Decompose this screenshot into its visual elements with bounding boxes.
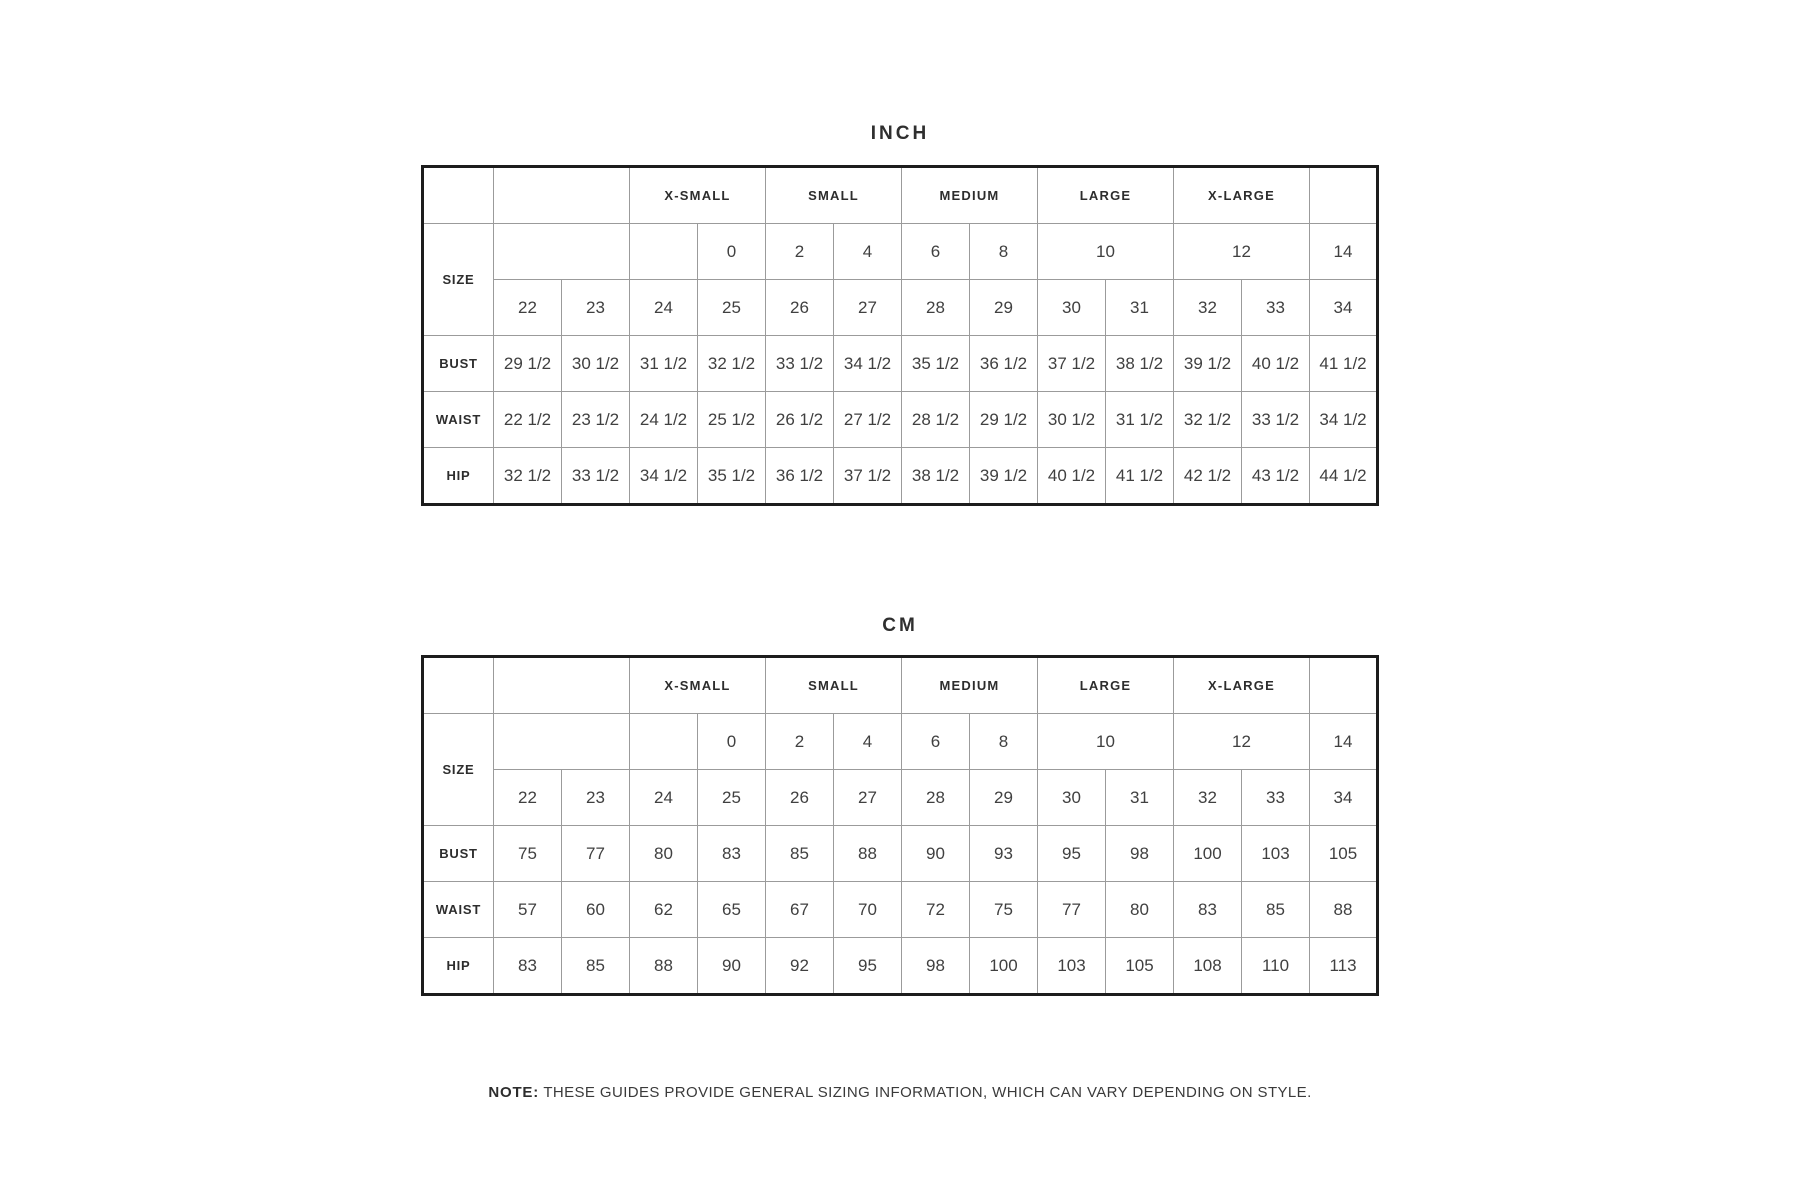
- measurement-cell: 85: [766, 826, 834, 882]
- measurement-cell: 77: [562, 826, 630, 882]
- inch-hip-row: [423, 448, 1378, 505]
- measurement-cell: 33 1/2: [766, 336, 834, 392]
- measurement-cell: 40 1/2: [1242, 336, 1310, 392]
- numeric-size-32: 32: [1174, 770, 1242, 826]
- measurement-cell: 62: [630, 882, 698, 938]
- cm-waist-row: [423, 882, 1378, 938]
- inch-bust-row: [423, 336, 1378, 392]
- measurement-cell: 34 1/2: [630, 448, 698, 505]
- inch-waist-row: [423, 392, 1378, 448]
- numeric-size-28: 28: [902, 280, 970, 336]
- measurement-cell: 30 1/2: [562, 336, 630, 392]
- measurement-cell: 83: [1174, 882, 1242, 938]
- measurement-cell: 38 1/2: [902, 448, 970, 505]
- numeric-size-27: 27: [834, 770, 902, 826]
- bust-row-label: BUST: [423, 826, 494, 882]
- numeric-size-33: 33: [1242, 770, 1310, 826]
- numeric-size-25: 25: [698, 770, 766, 826]
- measurement-cell: 31 1/2: [1106, 392, 1174, 448]
- us-size-12: 12: [1174, 224, 1310, 280]
- measurement-cell: 32 1/2: [494, 448, 562, 505]
- bust-row-label: BUST: [423, 336, 494, 392]
- numeric-size-27: 27: [834, 280, 902, 336]
- hip-row-label: HIP: [423, 938, 494, 995]
- measurement-cell: 90: [698, 938, 766, 995]
- size-group-header-large: LARGE: [1038, 657, 1174, 714]
- us-size-2: 2: [766, 224, 834, 280]
- cm-us-size-row: [423, 714, 1378, 770]
- size-group-header-small: SMALL: [766, 657, 902, 714]
- inch-numeric-size-row: [423, 280, 1378, 336]
- measurement-cell: 83: [698, 826, 766, 882]
- empty-size-cell: [494, 714, 630, 770]
- numeric-size-30: 30: [1038, 280, 1106, 336]
- numeric-size-25: 25: [698, 280, 766, 336]
- numeric-size-22: 22: [494, 770, 562, 826]
- numeric-size-31: 31: [1106, 770, 1174, 826]
- numeric-size-22: 22: [494, 280, 562, 336]
- size-row-label: SIZE: [423, 714, 494, 826]
- measurement-cell: 77: [1038, 882, 1106, 938]
- measurement-cell: 44 1/2: [1310, 448, 1378, 505]
- inch-group-header-row: [423, 167, 1378, 224]
- size-group-header-small: SMALL: [766, 167, 902, 224]
- numeric-size-31: 31: [1106, 280, 1174, 336]
- measurement-cell: 27 1/2: [834, 392, 902, 448]
- measurement-cell: 105: [1106, 938, 1174, 995]
- numeric-size-28: 28: [902, 770, 970, 826]
- measurement-cell: 72: [902, 882, 970, 938]
- measurement-cell: 34 1/2: [1310, 392, 1378, 448]
- measurement-cell: 100: [970, 938, 1038, 995]
- cm-numeric-size-row: [423, 770, 1378, 826]
- measurement-cell: 103: [1038, 938, 1106, 995]
- empty-size-cell: [630, 224, 698, 280]
- numeric-size-34: 34: [1310, 770, 1378, 826]
- size-group-header-x-small: X-SMALL: [630, 167, 766, 224]
- empty-header-cell: [1310, 657, 1378, 714]
- measurement-cell: 37 1/2: [1038, 336, 1106, 392]
- inch-table-title: INCH: [870, 123, 930, 144]
- inch-size-table: [421, 165, 1379, 506]
- measurement-cell: 85: [562, 938, 630, 995]
- measurement-cell: 25 1/2: [698, 392, 766, 448]
- measurement-cell: 29 1/2: [970, 392, 1038, 448]
- measurement-cell: 83: [494, 938, 562, 995]
- measurement-cell: 24 1/2: [630, 392, 698, 448]
- measurement-cell: 110: [1242, 938, 1310, 995]
- us-size-4: 4: [834, 224, 902, 280]
- empty-size-cell: [630, 714, 698, 770]
- measurement-cell: 39 1/2: [970, 448, 1038, 505]
- measurement-cell: 80: [1106, 882, 1174, 938]
- measurement-cell: 98: [902, 938, 970, 995]
- us-size-0: 0: [698, 224, 766, 280]
- us-size-10: 10: [1038, 714, 1174, 770]
- numeric-size-24: 24: [630, 280, 698, 336]
- cm-size-table: [421, 655, 1379, 996]
- measurement-cell: 92: [766, 938, 834, 995]
- size-guide: [421, 0, 1379, 1101]
- measurement-cell: 70: [834, 882, 902, 938]
- us-size-14: 14: [1310, 224, 1378, 280]
- cm-group-header-row: [423, 657, 1378, 714]
- measurement-cell: 88: [1310, 882, 1378, 938]
- measurement-cell: 42 1/2: [1174, 448, 1242, 505]
- measurement-cell: 37 1/2: [834, 448, 902, 505]
- size-group-header-large: LARGE: [1038, 167, 1174, 224]
- measurement-cell: 41 1/2: [1106, 448, 1174, 505]
- waist-row-label: WAIST: [423, 882, 494, 938]
- measurement-cell: 31 1/2: [630, 336, 698, 392]
- measurement-cell: 32 1/2: [1174, 392, 1242, 448]
- measurement-cell: 88: [630, 938, 698, 995]
- numeric-size-26: 26: [766, 280, 834, 336]
- measurement-cell: 100: [1174, 826, 1242, 882]
- measurement-cell: 43 1/2: [1242, 448, 1310, 505]
- measurement-cell: 67: [766, 882, 834, 938]
- us-size-8: 8: [970, 714, 1038, 770]
- measurement-cell: 22 1/2: [494, 392, 562, 448]
- measurement-cell: 34 1/2: [834, 336, 902, 392]
- measurement-cell: 75: [970, 882, 1038, 938]
- cm-hip-row: [423, 938, 1378, 995]
- size-group-header-x-large: X-LARGE: [1174, 167, 1310, 224]
- inch-us-size-row: [423, 224, 1378, 280]
- numeric-size-26: 26: [766, 770, 834, 826]
- numeric-size-29: 29: [970, 280, 1038, 336]
- us-size-6: 6: [902, 224, 970, 280]
- measurement-cell: 98: [1106, 826, 1174, 882]
- us-size-2: 2: [766, 714, 834, 770]
- measurement-cell: 93: [970, 826, 1038, 882]
- measurement-cell: 33 1/2: [1242, 392, 1310, 448]
- size-group-header-medium: MEDIUM: [902, 657, 1038, 714]
- size-row-label: SIZE: [423, 224, 494, 336]
- numeric-size-30: 30: [1038, 770, 1106, 826]
- measurement-cell: 60: [562, 882, 630, 938]
- size-group-header-x-small: X-SMALL: [630, 657, 766, 714]
- waist-row-label: WAIST: [423, 392, 494, 448]
- corner-cell: [423, 167, 494, 224]
- measurement-cell: 36 1/2: [970, 336, 1038, 392]
- us-size-10: 10: [1038, 224, 1174, 280]
- measurement-cell: 40 1/2: [1038, 448, 1106, 505]
- empty-header-cell: [1310, 167, 1378, 224]
- measurement-cell: 33 1/2: [562, 448, 630, 505]
- empty-header-cell: [494, 657, 630, 714]
- measurement-cell: 41 1/2: [1310, 336, 1378, 392]
- size-group-header-x-large: X-LARGE: [1174, 657, 1310, 714]
- measurement-cell: 39 1/2: [1174, 336, 1242, 392]
- measurement-cell: 38 1/2: [1106, 336, 1174, 392]
- numeric-size-33: 33: [1242, 280, 1310, 336]
- measurement-cell: 95: [1038, 826, 1106, 882]
- measurement-cell: 36 1/2: [766, 448, 834, 505]
- numeric-size-23: 23: [562, 770, 630, 826]
- measurement-cell: 65: [698, 882, 766, 938]
- measurement-cell: 88: [834, 826, 902, 882]
- measurement-cell: 75: [494, 826, 562, 882]
- measurement-cell: 57: [494, 882, 562, 938]
- measurement-cell: 85: [1242, 882, 1310, 938]
- measurement-cell: 30 1/2: [1038, 392, 1106, 448]
- numeric-size-29: 29: [970, 770, 1038, 826]
- numeric-size-34: 34: [1310, 280, 1378, 336]
- sizing-note: [421, 1084, 1379, 1101]
- numeric-size-32: 32: [1174, 280, 1242, 336]
- cm-table-title: CM: [882, 615, 918, 636]
- numeric-size-24: 24: [630, 770, 698, 826]
- us-size-8: 8: [970, 224, 1038, 280]
- measurement-cell: 28 1/2: [902, 392, 970, 448]
- note-text: THESE GUIDES PROVIDE GENERAL SIZING INFORMATION, WHICH CAN VARY DEPENDING ON STYLE.: [539, 1084, 1312, 1101]
- measurement-cell: 90: [902, 826, 970, 882]
- empty-size-cell: [494, 224, 630, 280]
- note-label: NOTE:: [488, 1084, 540, 1101]
- measurement-cell: 23 1/2: [562, 392, 630, 448]
- measurement-cell: 105: [1310, 826, 1378, 882]
- measurement-cell: 80: [630, 826, 698, 882]
- corner-cell: [423, 657, 494, 714]
- measurement-cell: 32 1/2: [698, 336, 766, 392]
- empty-header-cell: [494, 167, 630, 224]
- hip-row-label: HIP: [423, 448, 494, 505]
- measurement-cell: 35 1/2: [902, 336, 970, 392]
- us-size-6: 6: [902, 714, 970, 770]
- size-group-header-medium: MEDIUM: [902, 167, 1038, 224]
- measurement-cell: 103: [1242, 826, 1310, 882]
- measurement-cell: 95: [834, 938, 902, 995]
- measurement-cell: 108: [1174, 938, 1242, 995]
- us-size-14: 14: [1310, 714, 1378, 770]
- measurement-cell: 113: [1310, 938, 1378, 995]
- us-size-12: 12: [1174, 714, 1310, 770]
- measurement-cell: 26 1/2: [766, 392, 834, 448]
- numeric-size-23: 23: [562, 280, 630, 336]
- cm-bust-row: [423, 826, 1378, 882]
- measurement-cell: 29 1/2: [494, 336, 562, 392]
- measurement-cell: 35 1/2: [698, 448, 766, 505]
- us-size-0: 0: [698, 714, 766, 770]
- us-size-4: 4: [834, 714, 902, 770]
